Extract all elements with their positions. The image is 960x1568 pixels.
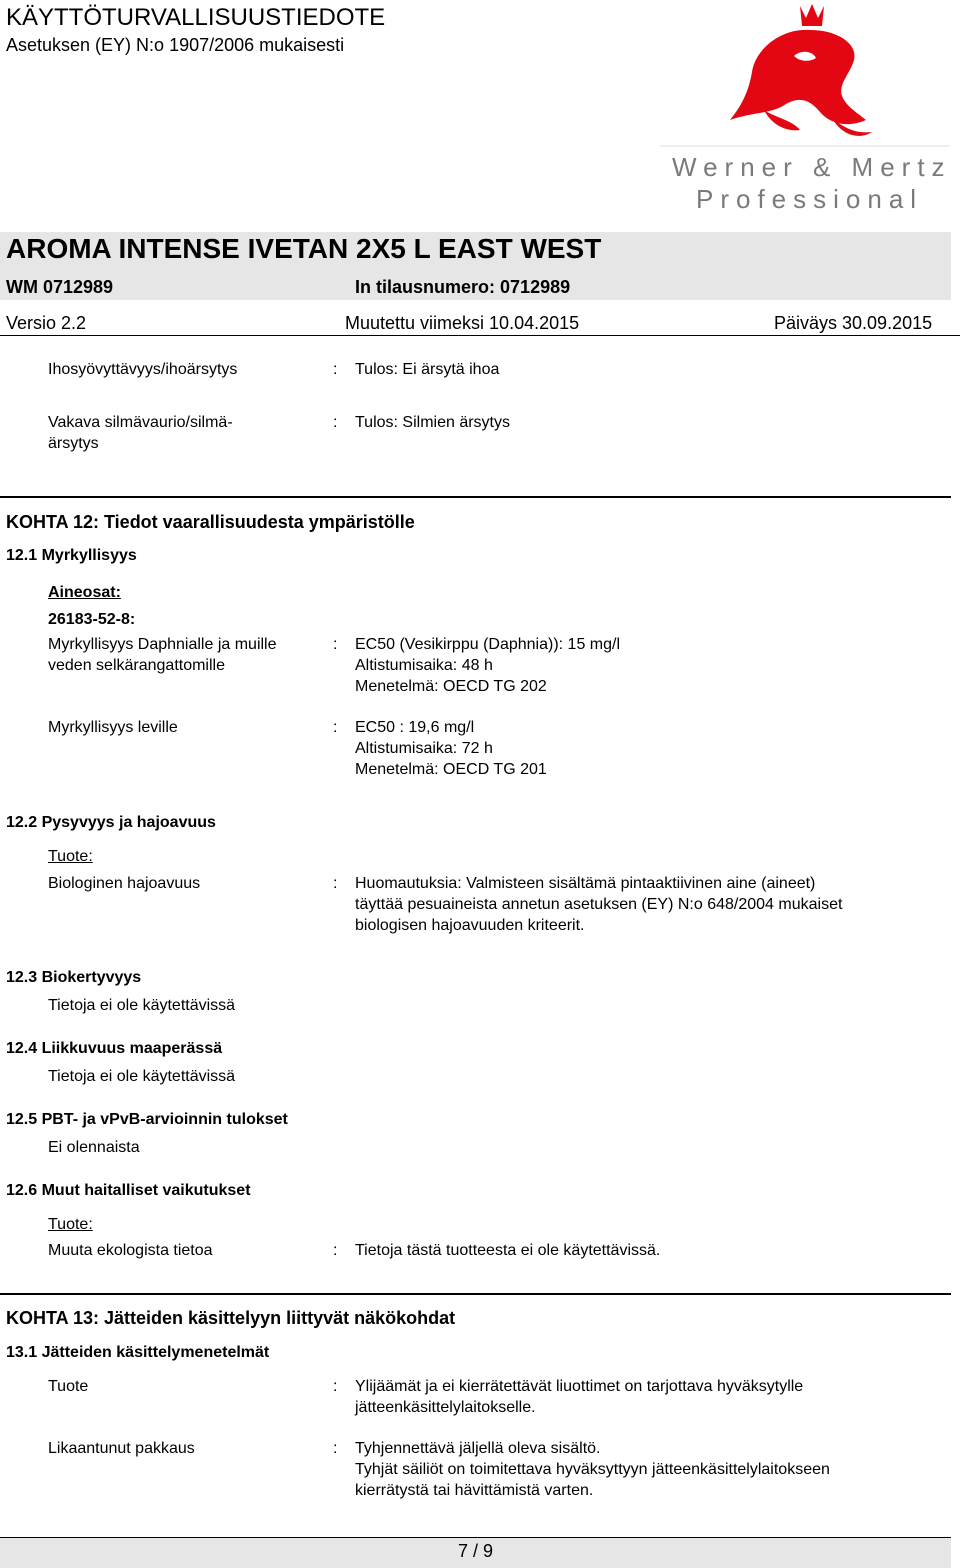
eye-damage-value: Tulos: Silmien ärsytys <box>355 414 510 431</box>
skin-irritation-label: Ihosyövyttävyys/ihoärsytys <box>48 361 238 378</box>
pbt-text: Ei olennaista <box>48 1139 140 1156</box>
subsection-12-6-title: 12.6 Muut haitalliset vaikutukset <box>6 1182 251 1199</box>
algae-exposure: Altistumisaika: 72 h <box>355 740 493 757</box>
document-title: KÄYTTÖTURVALLISUUSTIEDOTE <box>6 4 386 31</box>
order-number-value: 0712989 <box>500 277 571 297</box>
packaging-line1: Tyhjennettävä jäljellä oleva sisältö. <box>355 1440 601 1457</box>
eye-damage-label-line2: ärsytys <box>48 435 99 452</box>
biodegradability-line2: täyttää pesuaineista annetun asetuksen (EY) N:o 648/2004 mukaiset <box>355 896 843 913</box>
subsection-12-2-title: 12.2 Pysyvyys ja hajoavuus <box>6 814 216 831</box>
algae-method: Menetelmä: OECD TG 201 <box>355 761 547 778</box>
subsection-13-1-title: 13.1 Jätteiden käsittelymenetelmät <box>6 1344 270 1361</box>
ecological-info-label: Muuta ekologista tietoa <box>48 1242 213 1259</box>
order-number <box>355 277 570 298</box>
subsection-12-1-title: 12.1 Myrkyllisyys <box>6 547 137 564</box>
daphnia-ec50: EC50 (Vesikirppu (Daphnia)): 15 mg/l <box>355 636 621 653</box>
packaging-line3: kierrätystä tai hävittämistä varten. <box>355 1482 594 1499</box>
order-number-label: In tilausnumero: <box>355 277 496 297</box>
colon: : <box>333 875 338 892</box>
algae-toxicity-label: Myrkyllisyys leville <box>48 719 178 736</box>
footer-divider <box>0 1537 951 1538</box>
algae-ec50: EC50 : 19,6 mg/l <box>355 719 475 736</box>
document-subtitle: Asetuksen (EY) N:o 1907/2006 mukaisesti <box>6 35 345 55</box>
waste-product-line1: Ylijäämät ja ei kierrätettävät liuottimet on tarjottava hyväksytylle <box>355 1378 804 1395</box>
daphnia-exposure: Altistumisaika: 48 h <box>355 657 493 674</box>
packaging-line2: Tyhjät säiliöt on toimitettava hyväksyttyyn jätteenkäsittelylaitokseen <box>355 1461 830 1478</box>
frog-logo-icon <box>660 0 950 220</box>
colon: : <box>333 361 338 378</box>
substances-label: Aineosat: <box>48 584 121 601</box>
subsection-12-5-title: 12.5 PBT- ja vPvB-arvioinnin tulokset <box>6 1111 288 1128</box>
mobility-text: Tietoja ei ole käytettävissä <box>48 1068 236 1085</box>
product-wm-code: WM 0712989 <box>6 277 114 297</box>
biodegradability-line1: Huomautuksia: Valmisteen sisältämä pintaaktiivinen aine (aineet) <box>355 875 816 892</box>
page-number: 7 / 9 <box>457 1541 494 1561</box>
product-name: AROMA INTENSE IVETAN 2X5 L EAST WEST <box>6 233 602 264</box>
waste-product-label: Tuote <box>48 1378 89 1395</box>
logo-line1: Werner & Mertz <box>672 152 950 182</box>
section-12-title: KOHTA 12: Tiedot vaarallisuudesta ympäristölle <box>6 512 415 532</box>
biodegradability-label: Biologinen hajoavuus <box>48 875 201 892</box>
section-13-title: KOHTA 13: Jätteiden käsittelyyn liittyvät näkökohdat <box>6 1308 456 1328</box>
subsection-12-3-title: 12.3 Biokertyvyys <box>6 969 142 986</box>
product-label: Tuote: <box>48 848 93 865</box>
subsection-12-4-title: 12.4 Liikkuvuus maaperässä <box>6 1040 223 1057</box>
daphnia-toxicity-label-line2: veden selkärangattomille <box>48 657 225 674</box>
issue-date: Päiväys 30.09.2015 <box>774 313 933 333</box>
section-divider <box>0 1293 951 1295</box>
section-divider <box>0 496 951 498</box>
colon: : <box>333 1242 338 1259</box>
colon: : <box>333 719 338 736</box>
biodegradability-line3: biologisen hajoavuuden kriteerit. <box>355 917 585 934</box>
daphnia-method: Menetelmä: OECD TG 202 <box>355 678 547 695</box>
skin-irritation-value: Tulos: Ei ärsytä ihoa <box>355 361 500 378</box>
waste-product-line2: jätteenkäsittelylaitokselle. <box>355 1399 536 1416</box>
colon: : <box>333 636 338 653</box>
colon: : <box>333 1378 338 1395</box>
product-label: Tuote: <box>48 1216 93 1233</box>
colon: : <box>333 414 338 431</box>
ecological-info-value: Tietoja tästä tuotteesta ei ole käytettävissä. <box>355 1242 661 1259</box>
modified-date: Muutettu viimeksi 10.04.2015 <box>345 313 580 333</box>
company-logo <box>660 0 950 220</box>
bioaccumulation-text: Tietoja ei ole käytettävissä <box>48 997 236 1014</box>
cas-number: 26183-52-8: <box>48 611 136 628</box>
eye-damage-label-line1: Vakava silmävaurio/silmä- <box>48 414 233 431</box>
colon: : <box>333 1440 338 1457</box>
header-divider <box>0 335 960 336</box>
version: Versio 2.2 <box>6 313 87 333</box>
daphnia-toxicity-label-line1: Myrkyllisyys Daphnialle ja muille <box>48 636 277 653</box>
logo-line2: Professional <box>696 184 924 214</box>
contaminated-packaging-label: Likaantunut pakkaus <box>48 1440 195 1457</box>
